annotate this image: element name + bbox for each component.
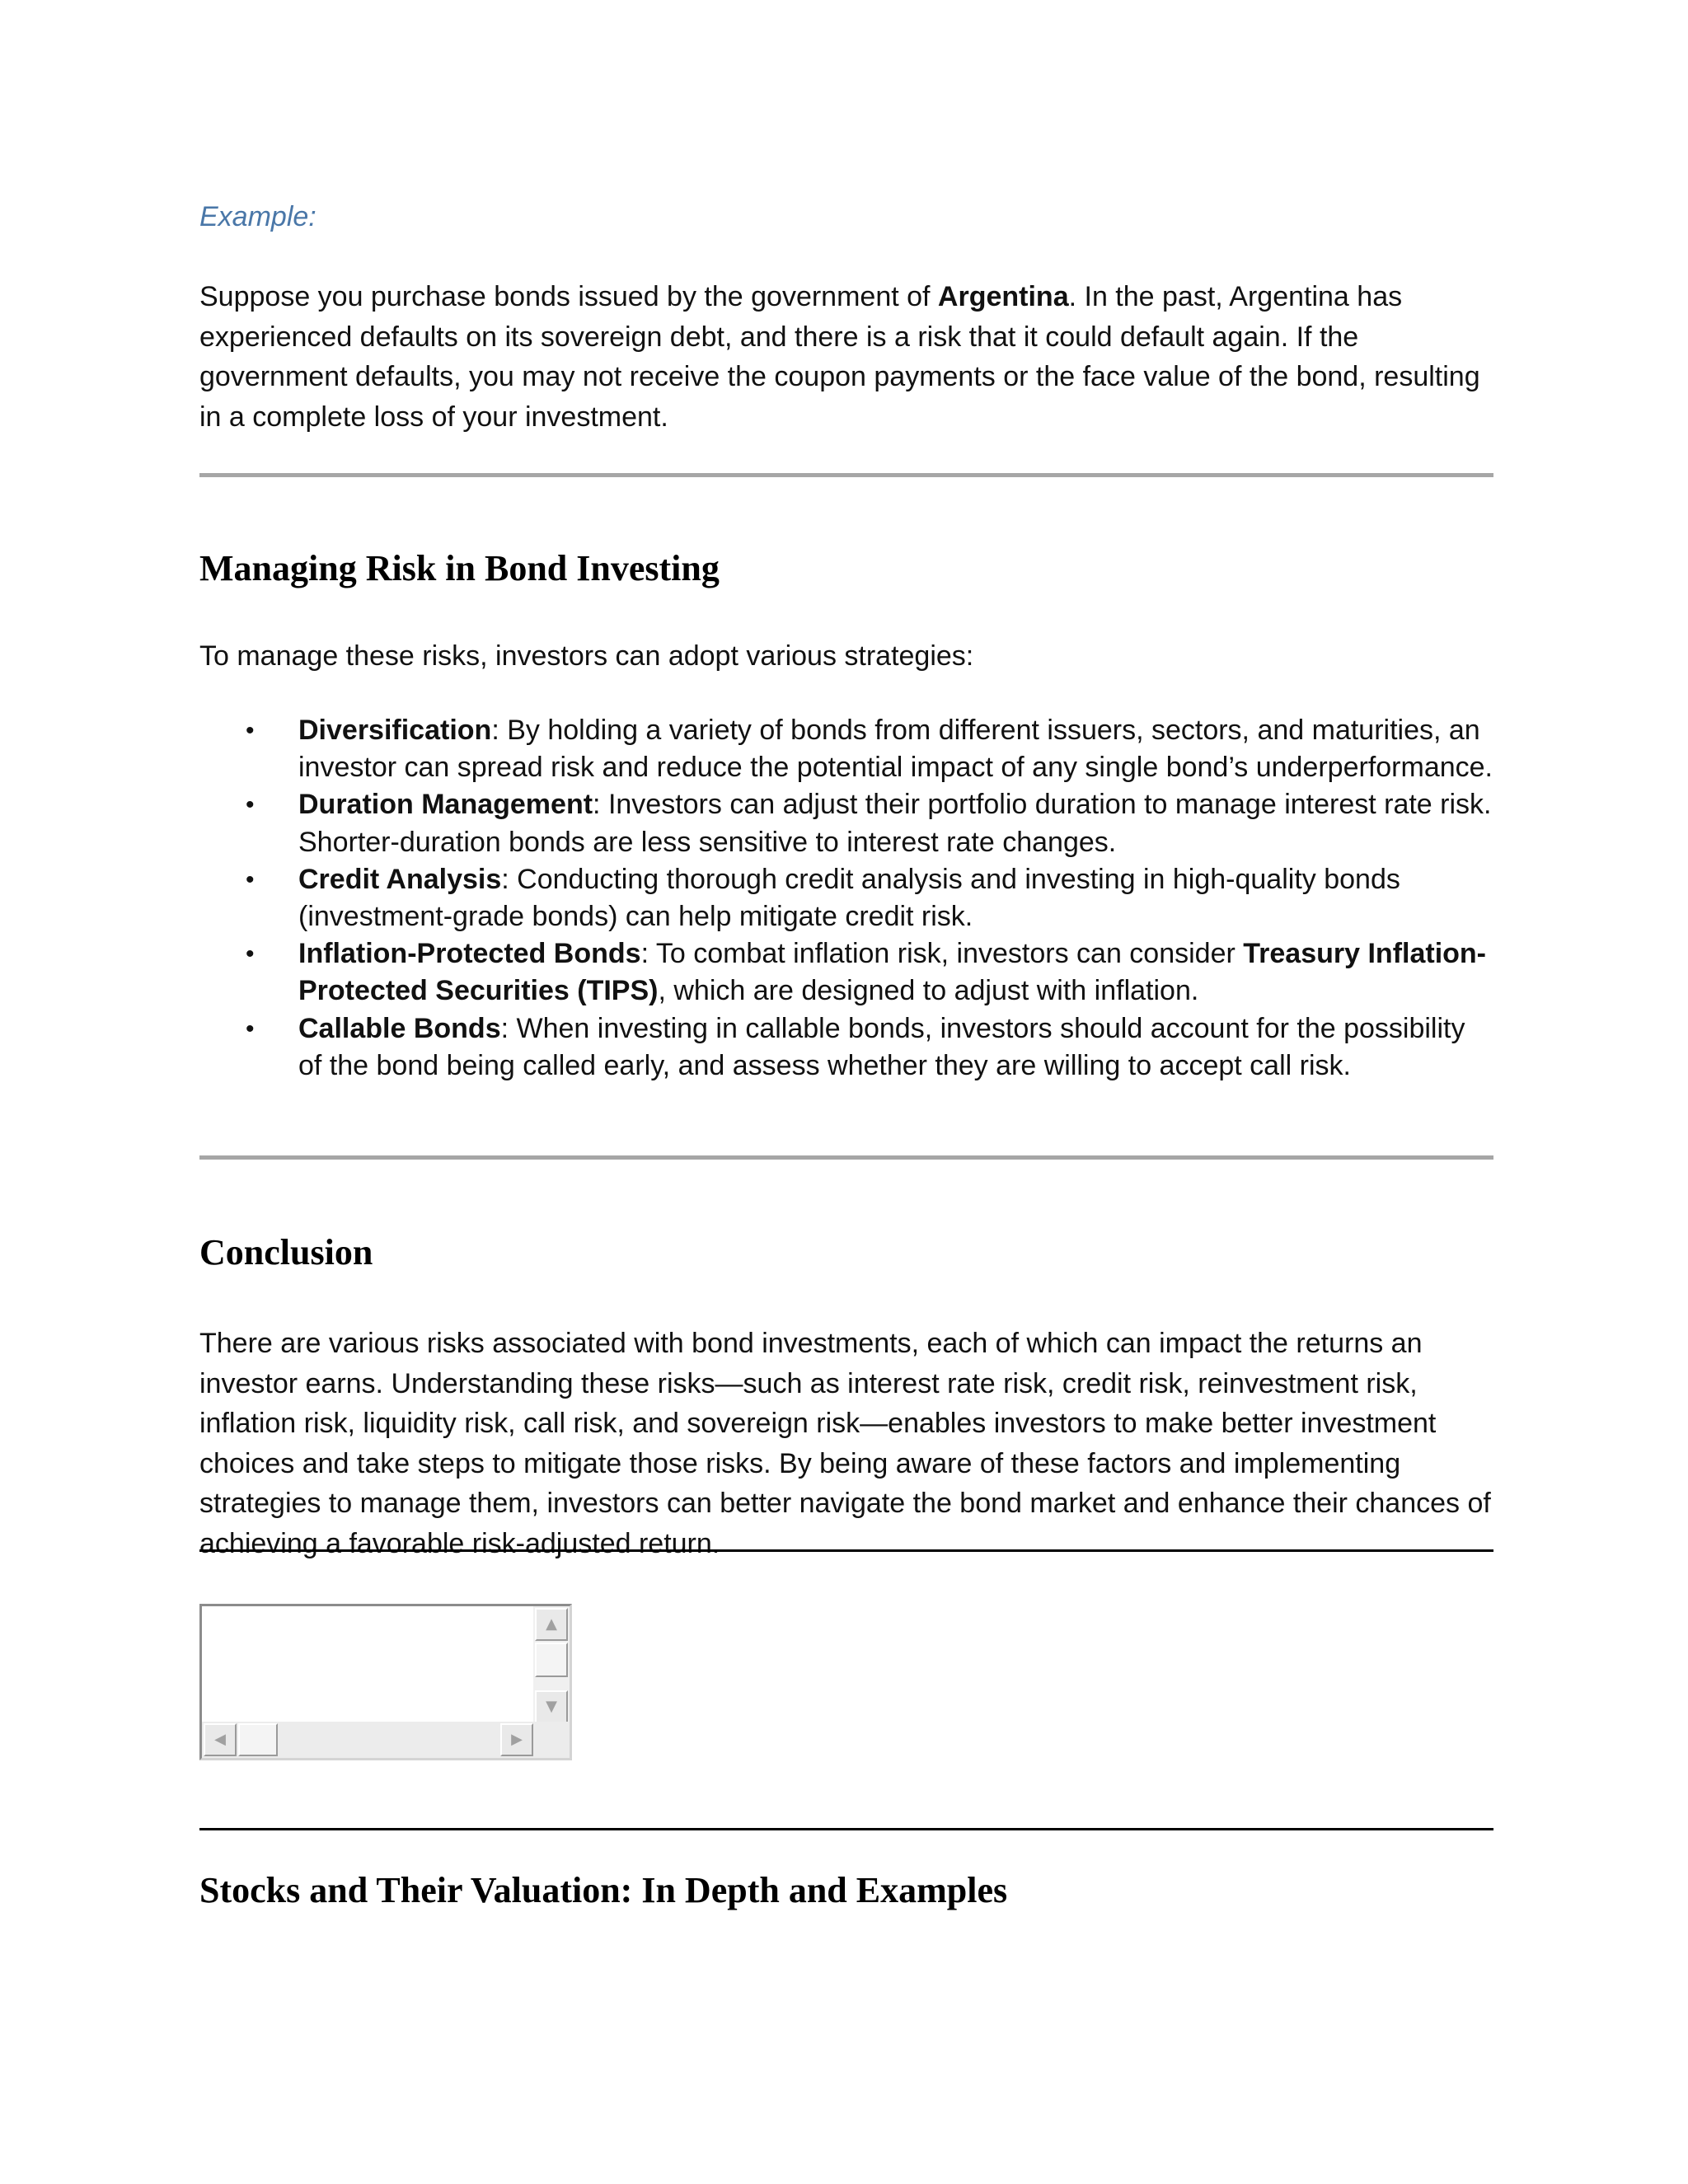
list-item-text: : When investing in callable bonds, investors should account for the possibility of the bond being called early, and assess whether they are willing to accept call risk.: [298, 1012, 1465, 1081]
list-item-text: : Conducting thorough credit analysis and investing in high-quality bonds (investment-grade bonds) can help mitigate credit risk.: [298, 863, 1400, 933]
list-item-term: Inflation-Protected Bonds: [298, 938, 641, 970]
stocks-heading: Stocks and Their Valuation: In Depth and Examples: [199, 1870, 1008, 1910]
list-item-callable: [199, 1010, 1493, 1085]
example-label: Example:: [199, 201, 316, 232]
bullet-icon: •: [246, 717, 255, 744]
conclusion-underline: [199, 1549, 1493, 1552]
example-paragraph: [199, 277, 1493, 437]
vertical-scroll-thumb[interactable]: [535, 1643, 568, 1677]
list-item-duration: [199, 786, 1493, 860]
strategy-list: [199, 712, 1493, 1085]
bullet-icon: •: [246, 791, 255, 819]
list-item-term: Callable Bonds: [298, 1012, 501, 1044]
scroll-down-icon[interactable]: ▼: [535, 1690, 568, 1723]
scroll-right-icon[interactable]: ▶: [500, 1723, 533, 1756]
section-divider: [199, 473, 1493, 477]
list-item-text: : To combat inflation risk, investors can consider: [640, 938, 1244, 970]
example-text-end: . In the past, Argentina has experienced defaults on its sovereign debt, and there is a risk that it could default again. If the government defaults, you may not receive the coupon payments or the face value of the bond, resulting in a complete loss of your investment.: [199, 281, 1480, 433]
list-item-term: Diversification: [298, 715, 492, 746]
scroll-up-icon[interactable]: ▲: [535, 1608, 568, 1641]
list-item-diversification: [199, 712, 1493, 786]
list-item-text: : Investors can adjust their portfolio duration to manage interest rate risk. Shorter-duration bonds are less sensitive to interest rate changes.: [298, 789, 1492, 858]
bullet-icon: •: [246, 1015, 255, 1043]
scroll-left-icon[interactable]: ◀: [204, 1723, 237, 1756]
list-item-term: Duration Management: [298, 789, 593, 821]
notes-textarea[interactable]: [199, 1604, 572, 1760]
example-text-start: Suppose you purchase bonds issued by the government of: [199, 281, 938, 312]
section-divider: [199, 1828, 1493, 1830]
list-item-term-secondary: Treasury Inflation-Protected Securities (TIPS): [298, 938, 1486, 1007]
list-item-text: : By holding a variety of bonds from different issuers, sectors, and maturities, an investor can spread risk and reduce the potential impact of any single bond’s underperformance.: [298, 715, 1493, 784]
bullet-icon: •: [246, 940, 255, 968]
managing-risk-heading: Managing Risk in Bond Investing: [199, 548, 720, 588]
bullet-icon: •: [246, 865, 255, 893]
horizontal-scrollbar[interactable]: [202, 1722, 537, 1758]
scrollbar-corner: [533, 1722, 570, 1758]
list-item-text-secondary: , which are designed to adjust with inflation.: [658, 975, 1199, 1007]
horizontal-scroll-thumb[interactable]: [238, 1723, 278, 1756]
list-item-inflation: [199, 935, 1493, 1010]
strategies-intro: To manage these risks, investors can adopt various strategies:: [199, 640, 974, 672]
section-divider: [199, 1155, 1493, 1160]
list-item-credit: [199, 861, 1493, 935]
conclusion-paragraph: There are various risks associated with bond investments, each of which can impact the returns an investor earns. Understanding these risks—such as interest rate risk, credit risk, reinvestment risk, inflation risk, liquidity risk, call risk, and sovereign risk—enables investors to make better investment choices and take steps to mitigate those risks. By being aware of these factors and implementing strategies to manage them, investors can better navigate the bond market and enhance their chances of achieving a favorable risk-adjusted return.: [199, 1328, 1491, 1559]
example-country: Argentina: [937, 281, 1069, 312]
vertical-scrollbar[interactable]: [533, 1606, 570, 1727]
list-item-term: Credit Analysis: [298, 863, 502, 895]
conclusion-heading: Conclusion: [199, 1232, 373, 1272]
